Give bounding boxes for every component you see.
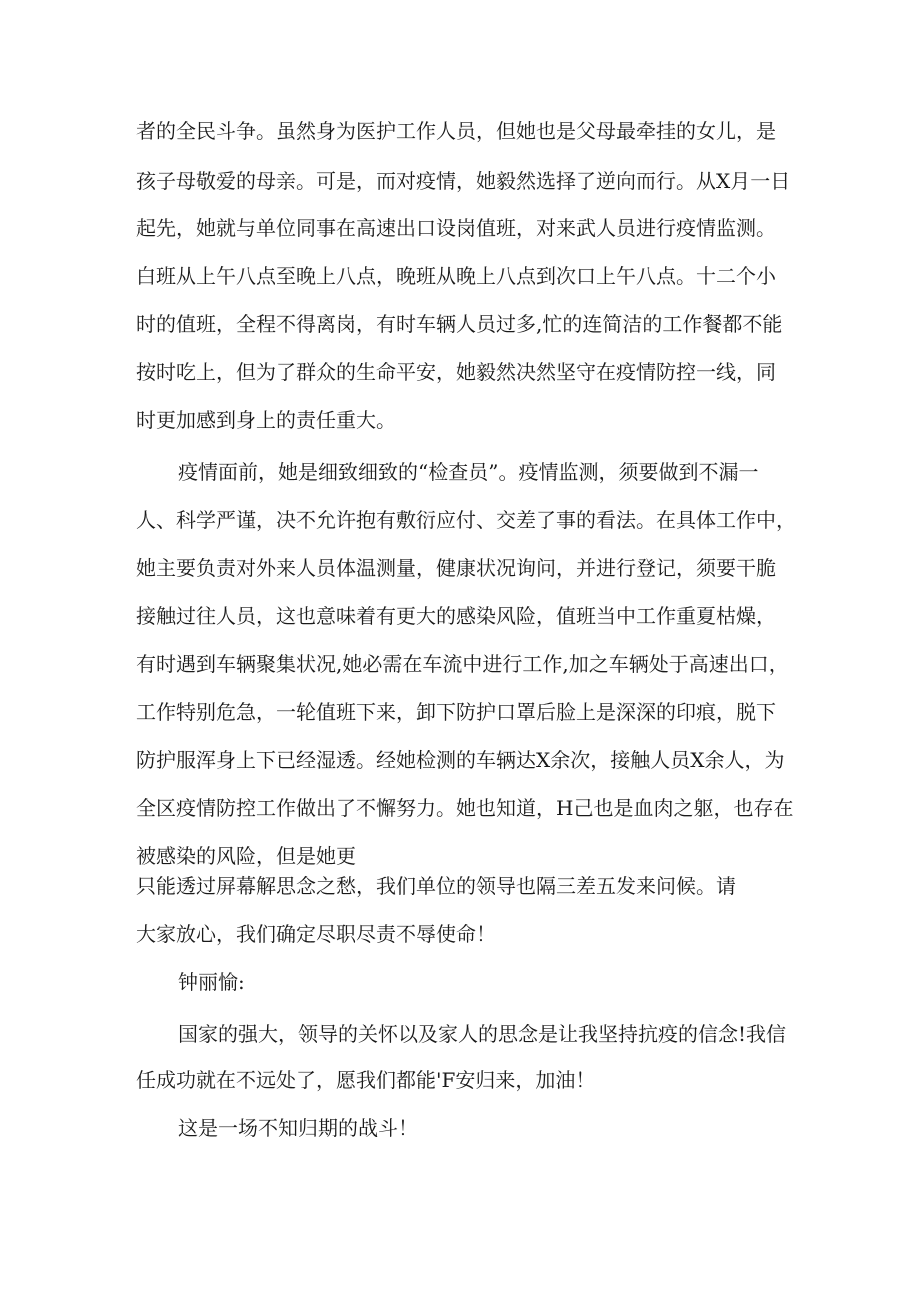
text-line: 接触过往人员，这也意味着有更大的感染风险，值班当中工作重夏枯燥， bbox=[136, 604, 776, 628]
speaker-name: 钟丽愉: bbox=[178, 970, 245, 994]
text-line: 工作特别危急，一轮值班下来，卸下防护口罩后脸上是深深的印痕，脱下 bbox=[136, 700, 776, 724]
text-line: 被感染的风险，但是她更 bbox=[136, 844, 356, 868]
text-line: 按时吃上，但为了群众的生命平安，她毅然决然坚守在疫情防控一线，同 bbox=[136, 360, 776, 384]
text-line: 人、科学严谨，决不允许抱有敷衍应付、交差了事的看法。在具体工作中， bbox=[136, 508, 796, 532]
text-line: 只能透过屏幕解思念之愁，我们单位的领导也隔三差五发来问候。请 bbox=[136, 874, 736, 898]
text-line: 全区疫情防控工作做出了不懈努力。她也知道，H己也是血肉之躯，也存在 bbox=[136, 796, 794, 820]
text-line: 防护服浑身上下已经湿透。经她检测的车辆达X余次，接触人员X余人，为 bbox=[136, 748, 785, 772]
text-line: 者的全民斗争。虽然身为医护工作人员，但她也是父母最牵挂的女儿，是 bbox=[136, 119, 776, 143]
text-line: 有时遇到车辆聚集状况,她必需在车流中进行工作,加之车辆处于高速出口， bbox=[136, 652, 789, 676]
paragraph-first-line: 这是一场不知归期的战斗！ bbox=[178, 1116, 418, 1140]
paragraph-first-line: 国家的强大，领导的关怀以及家人的思念是让我坚持抗疫的信念!我信 bbox=[178, 1022, 787, 1046]
text-line: 任成功就在不远处了，愿我们都能'F安归来，加油！ bbox=[136, 1068, 596, 1092]
text-line: 起先，她就与单位同事在高速出口设岗值班，对来武人员进行疫情监测。 bbox=[136, 216, 776, 240]
text-line: 她主要负责对外来人员体温测量，健康状况询问，并进行登记，须要干脆 bbox=[136, 556, 776, 580]
text-line: 孩子母敬爱的母亲。可是，而对疫情，她毅然选择了逆向而行。从X月一日 bbox=[136, 169, 791, 193]
text-line: 时更加感到身上的责任重大。 bbox=[136, 408, 396, 432]
text-line: 时的值班，全程不得离岗，有时车辆人员过多,忙的连简洁的工作餐都不能 bbox=[136, 312, 783, 336]
text-line: 白班从上午八点至晚上八点，晚班从晚上八点到次口上午八点。十二个小 bbox=[136, 264, 776, 288]
text-line: 大家放心，我们确定尽职尽责不辱使命！ bbox=[136, 922, 496, 946]
paragraph-first-line: 疫情面前，她是细致细致的“检查员”。疫情监测，须要做到不漏一 bbox=[178, 460, 759, 484]
